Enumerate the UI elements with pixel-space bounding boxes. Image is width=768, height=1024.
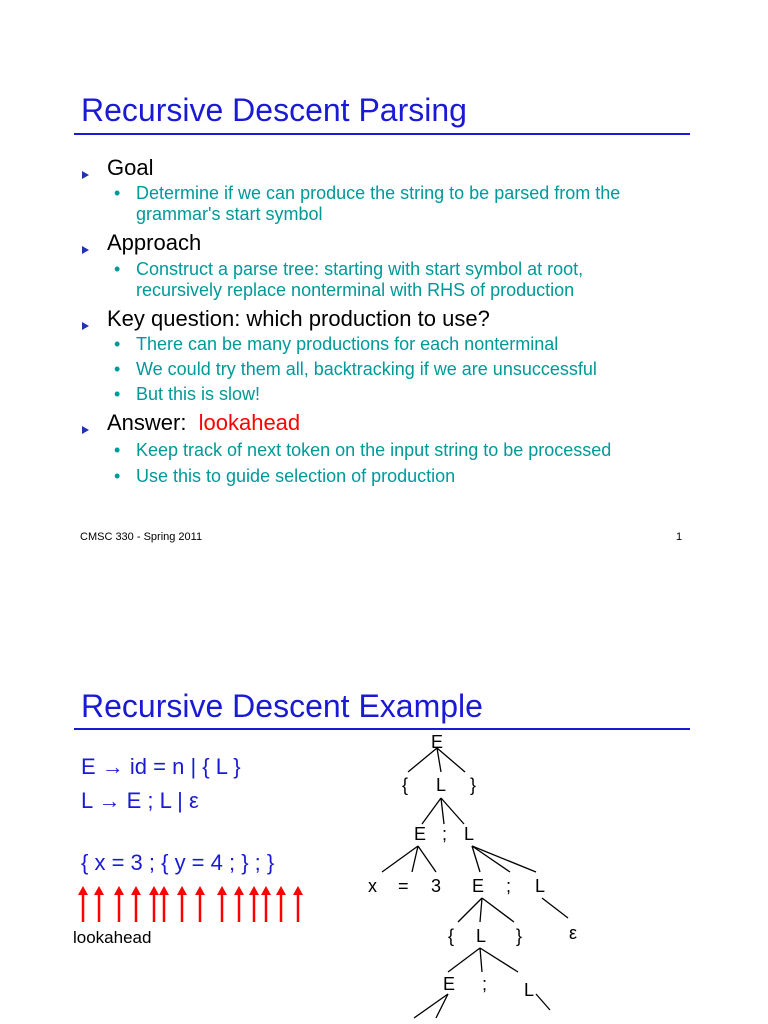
tree-node: x (368, 876, 377, 896)
sub-bullet-dot: • (114, 440, 121, 460)
sub-bullet: There can be many productions for each nonterminal (136, 334, 559, 354)
parse-tree (340, 732, 600, 1022)
tree-node: E (472, 876, 485, 896)
footer-page-number: 1 (676, 531, 683, 543)
bullet-marker-icon (82, 246, 89, 254)
tree-node: { (448, 926, 455, 946)
bullet-approach: Approach (107, 230, 202, 255)
sub-bullet-cont: grammar's start symbol (136, 204, 323, 224)
tree-node: E (443, 974, 456, 994)
tree-node: ; (482, 974, 488, 994)
lookahead-arrows (76, 886, 316, 926)
slide-title: Recursive Descent Parsing (81, 92, 467, 128)
tree-node: 3 (431, 876, 442, 896)
tree-node: E (414, 824, 427, 844)
grammar-rule-e: E → id = n | { L } (81, 754, 241, 779)
answer-highlight: lookahead (198, 410, 301, 435)
tree-node: L (535, 876, 546, 896)
bullet-answer (107, 410, 300, 436)
slide-2 (0, 672, 768, 1024)
sub-bullet-cont: recursively replace nonterminal with RHS of production (136, 280, 575, 300)
sub-bullet: We could try them all, backtracking if we are unsuccessful (136, 359, 597, 379)
tree-node: L (524, 980, 535, 1000)
input-string: { x = 3 ; { y = 4 ; } ; } (81, 850, 275, 875)
tree-node: ; (506, 876, 512, 896)
tree-node: L (464, 824, 475, 844)
sub-bullet-dot: • (114, 334, 121, 354)
sub-bullet: Use this to guide selection of production (136, 466, 456, 486)
tree-node: L (436, 775, 447, 795)
sub-bullet: Construct a parse tree: starting with start symbol at root, (136, 259, 584, 279)
sub-bullet-dot: • (114, 359, 121, 379)
bullet-marker-icon (82, 171, 89, 179)
tree-node: } (470, 775, 477, 795)
title-underline (74, 728, 690, 730)
slide-title: Recursive Descent Example (81, 688, 483, 724)
footer-course: CMSC 330 - Spring 2011 (80, 531, 203, 543)
sub-bullet: Determine if we can produce the string to be parsed from the (136, 183, 621, 203)
bullet-marker-icon (82, 426, 89, 434)
lookahead-label: lookahead (73, 928, 152, 947)
tree-node: L (476, 926, 487, 946)
tree-node: { (402, 775, 409, 795)
sub-bullet: But this is slow! (136, 384, 261, 404)
answer-label: Answer: (107, 410, 187, 435)
title-underline (74, 133, 690, 135)
tree-node: } (516, 926, 523, 946)
bullet-key-question: Key question: which production to use? (107, 306, 490, 331)
sub-bullet: Keep track of next token on the input string to be processed (136, 440, 612, 460)
tree-node: = (398, 876, 409, 896)
sub-bullet-dot: • (114, 259, 121, 279)
tree-node: ; (442, 824, 448, 844)
sub-bullet-dot: • (114, 384, 121, 404)
bullet-marker-icon (82, 322, 89, 330)
tree-node: ε (569, 923, 578, 943)
sub-bullet-dot: • (114, 466, 121, 486)
sub-bullet-dot: • (114, 183, 121, 203)
bullet-goal: Goal (107, 155, 154, 180)
tree-node: E (431, 732, 444, 752)
grammar-rule-l: L → E ; L | ε (81, 788, 199, 813)
